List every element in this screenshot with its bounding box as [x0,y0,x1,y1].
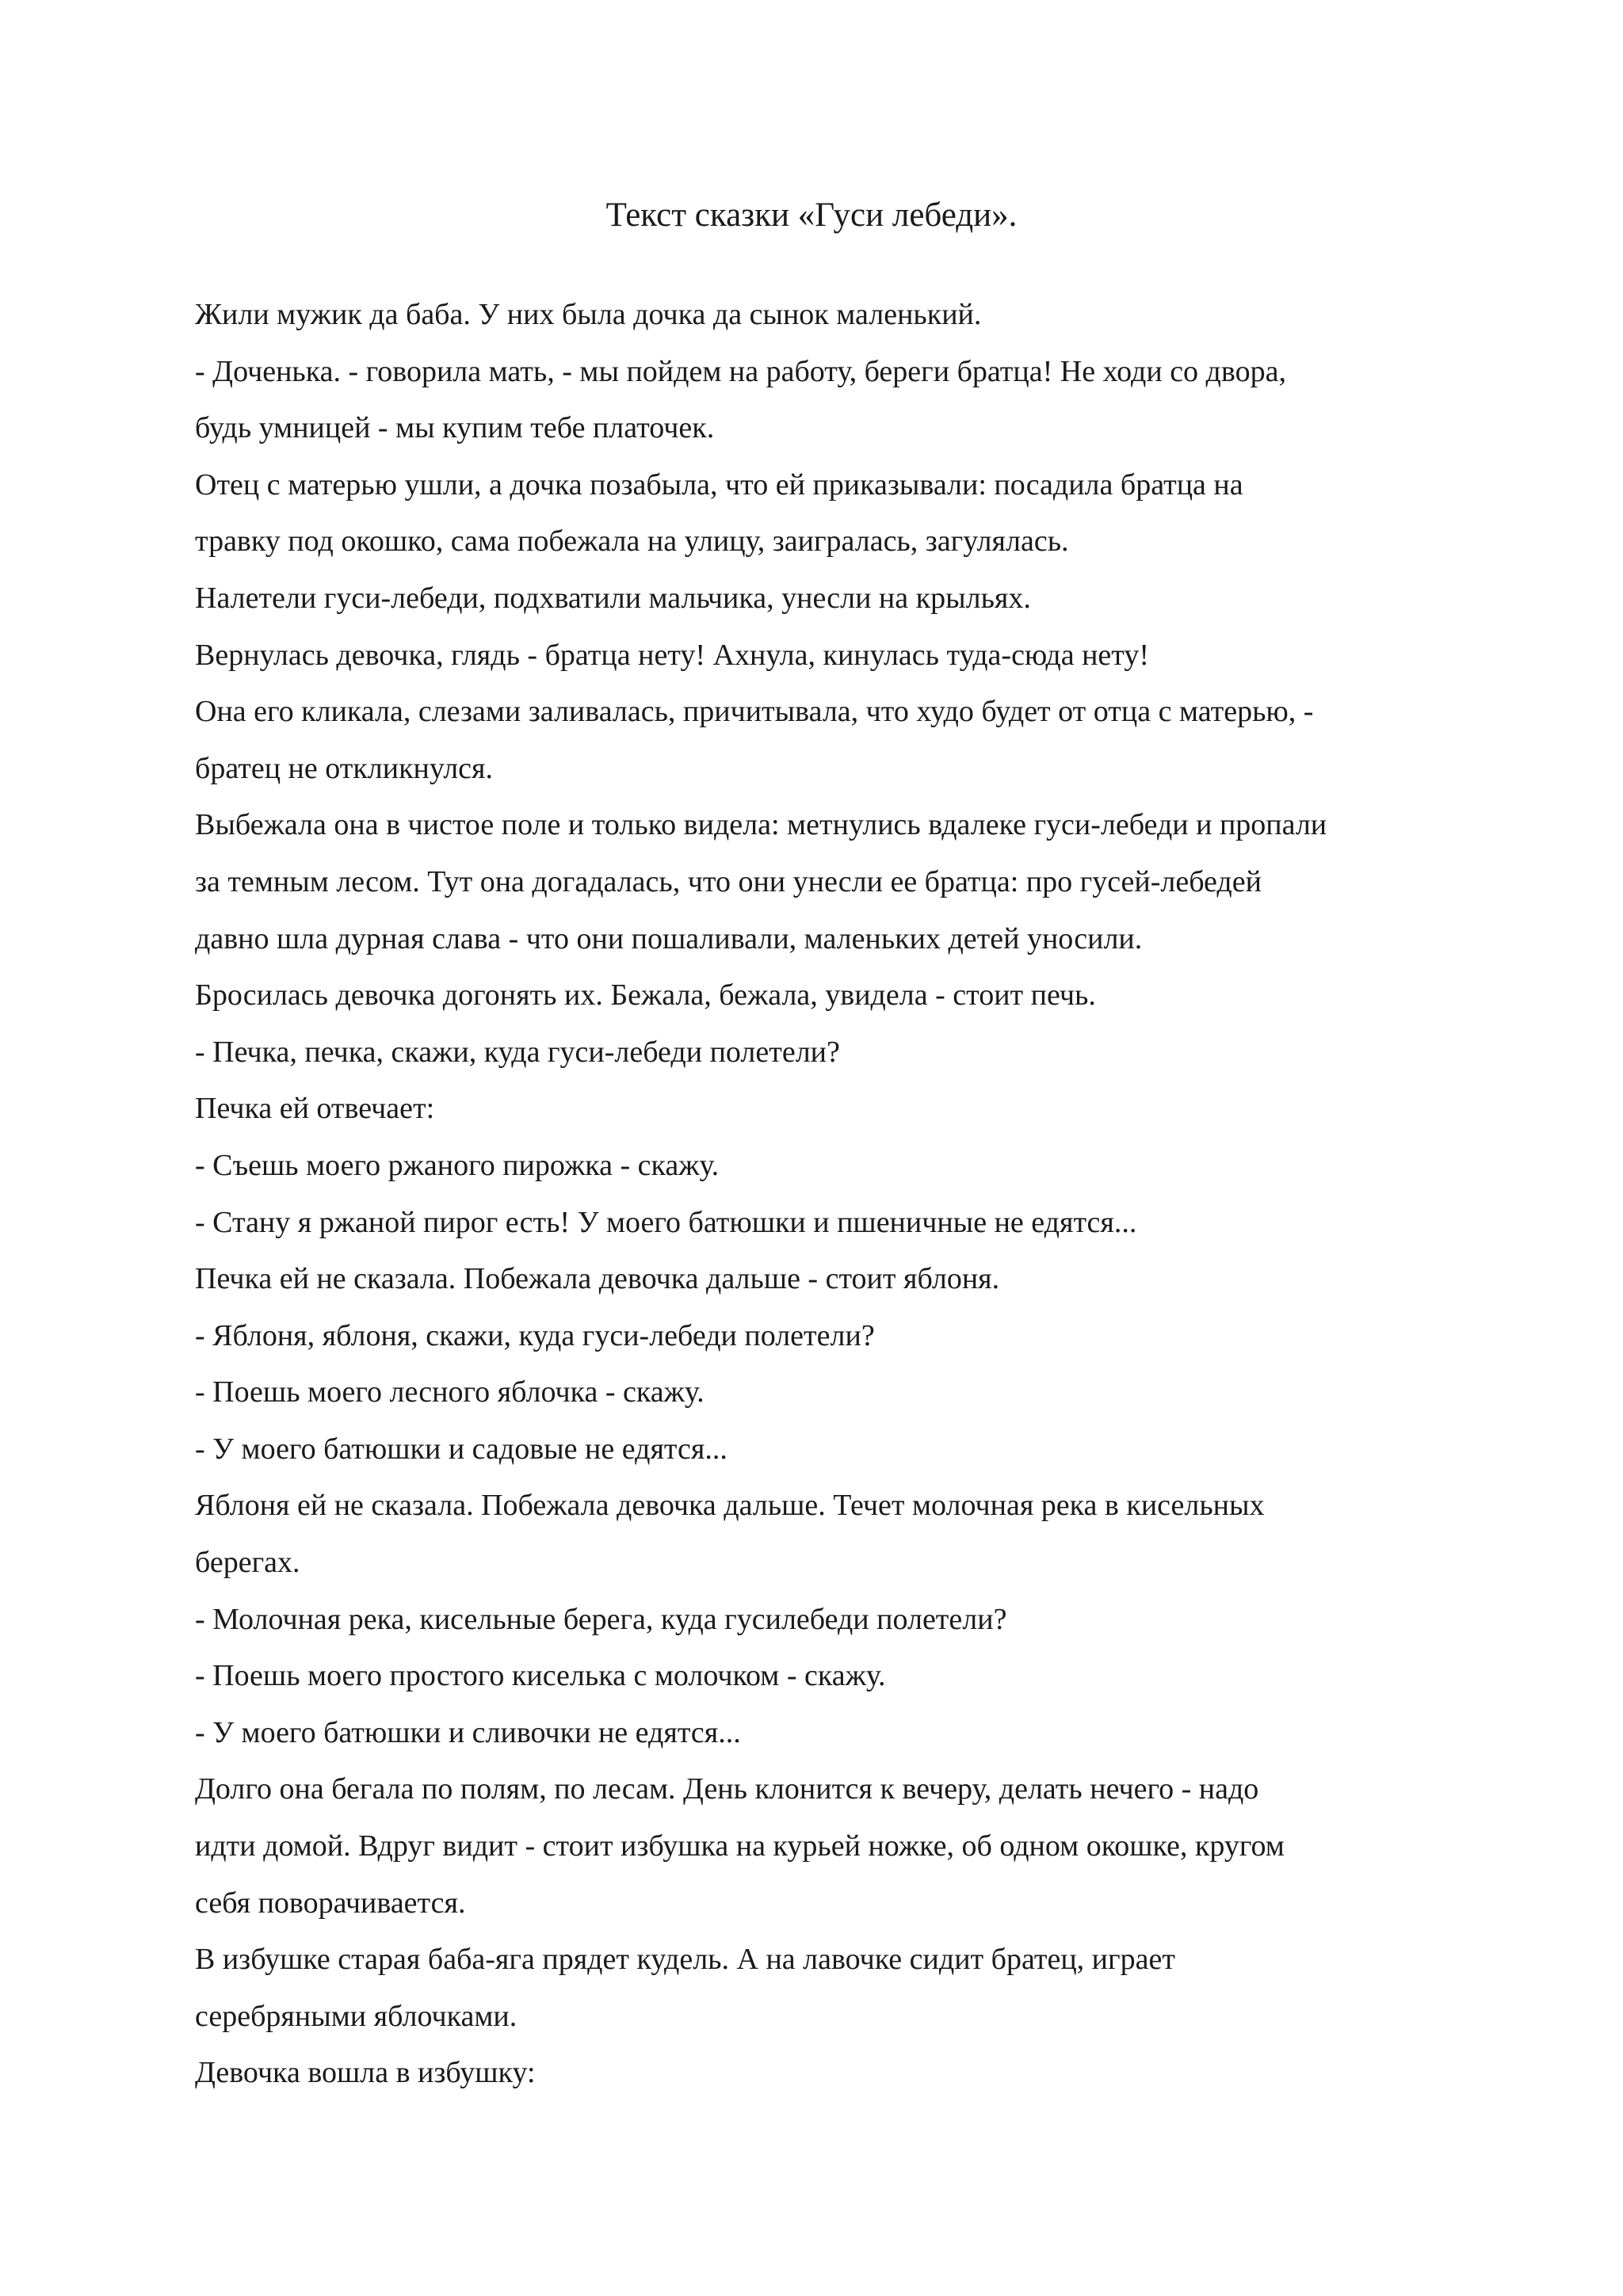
text-line: - У моего батюшки и садовые не едятся... [195,1432,727,1466]
text-line: серебряными яблочками. [195,1999,517,2033]
text-line: давно шла дурная слава - что они пошаливали, маленьких детей уносили. [195,921,1143,955]
text-line: Девочка вошла в избушку: [195,2056,536,2090]
text-line: Печка ей не сказала. Побежала девочка дальше - стоит яблоня. [195,1262,1000,1296]
text-line: идти домой. Вдруг видит - стоит избушка на курьей ножке, об одном окошке, кругом [195,1829,1285,1863]
text-line: - Молочная река, кисельные берега, куда гусилебеди полетели? [195,1602,1007,1636]
text-line: В избушке старая баба-яга прядет кудель. А на лавочке сидит братец, играет [195,1943,1175,1977]
text-line: - У моего батюшки и сливочки не едятся... [195,1715,741,1749]
text-line: за темным лесом. Тут она догадалась, что они унесли ее братца: про гусей-лебедей [195,864,1262,898]
text-line: - Доченька. - говорила мать, - мы пойдем на работу, береги братца! Не ходи со двора, [195,354,1286,388]
text-line: - Съешь моего ржаного пирожка - скажу. [195,1148,720,1182]
text-line: Яблоня ей не сказала. Побежала девочка дальше. Течет молочная река в кисельных [195,1489,1265,1523]
text-line: Бросилась девочка догонять их. Бежала, бежала, увидела - стоит печь. [195,978,1096,1013]
text-line: - Яблоня, яблоня, скажи, куда гуси-лебеди полетели? [195,1318,875,1352]
text-line: Долго она бегала по полям, по лесам. День клонится к вечеру, делать нечего - надо [195,1772,1259,1806]
text-line: Отец с матерью ушли, а дочка позабыла, что ей приказывали: посадила братца на [195,467,1243,502]
text-line: братец не откликнулся. [195,751,494,785]
document-title: Текст сказки «Гуси лебеди». [605,196,1018,234]
text-line: Налетели гуси-лебеди, подхватили мальчика, унесли на крыльях. [195,581,1031,615]
text-line: Жили мужик да баба. У них была дочка да сынок маленький. [195,298,982,331]
text-line: себя поворачивается. [195,1886,466,1920]
text-line: берегах. [195,1546,300,1580]
text-line: - Поешь моего лесного яблочка - скажу. [195,1375,705,1409]
text-line: - Стану я ржаной пирог есть! У моего батюшки и пшеничные не едятся... [195,1205,1137,1239]
text-line: - Печка, печка, скажи, куда гуси-лебеди полетели? [195,1035,840,1069]
story-text [195,287,1447,2102]
text-line: Выбежала она в чистое поле и только видела: метнулись вдалеке гуси-лебеди и пропали [195,808,1327,842]
text-line: Вернулась девочка, глядь - братца нету! Ахнула, кинулась туда-сюда нету! [195,638,1150,672]
text-line: Она его кликала, слезами заливалась, причитывала, что худо будет от отца с матерью, - [195,695,1314,729]
text-line: будь умницей - мы купим тебе платочек. [195,411,715,445]
text-line: травку под окошко, сама побежала на улицу, заигралась, загулялась. [195,524,1069,559]
text-line: - Поешь моего простого киселька с молочком - скажу. [195,1659,886,1693]
text-line: Печка ей отвечает: [195,1092,435,1126]
